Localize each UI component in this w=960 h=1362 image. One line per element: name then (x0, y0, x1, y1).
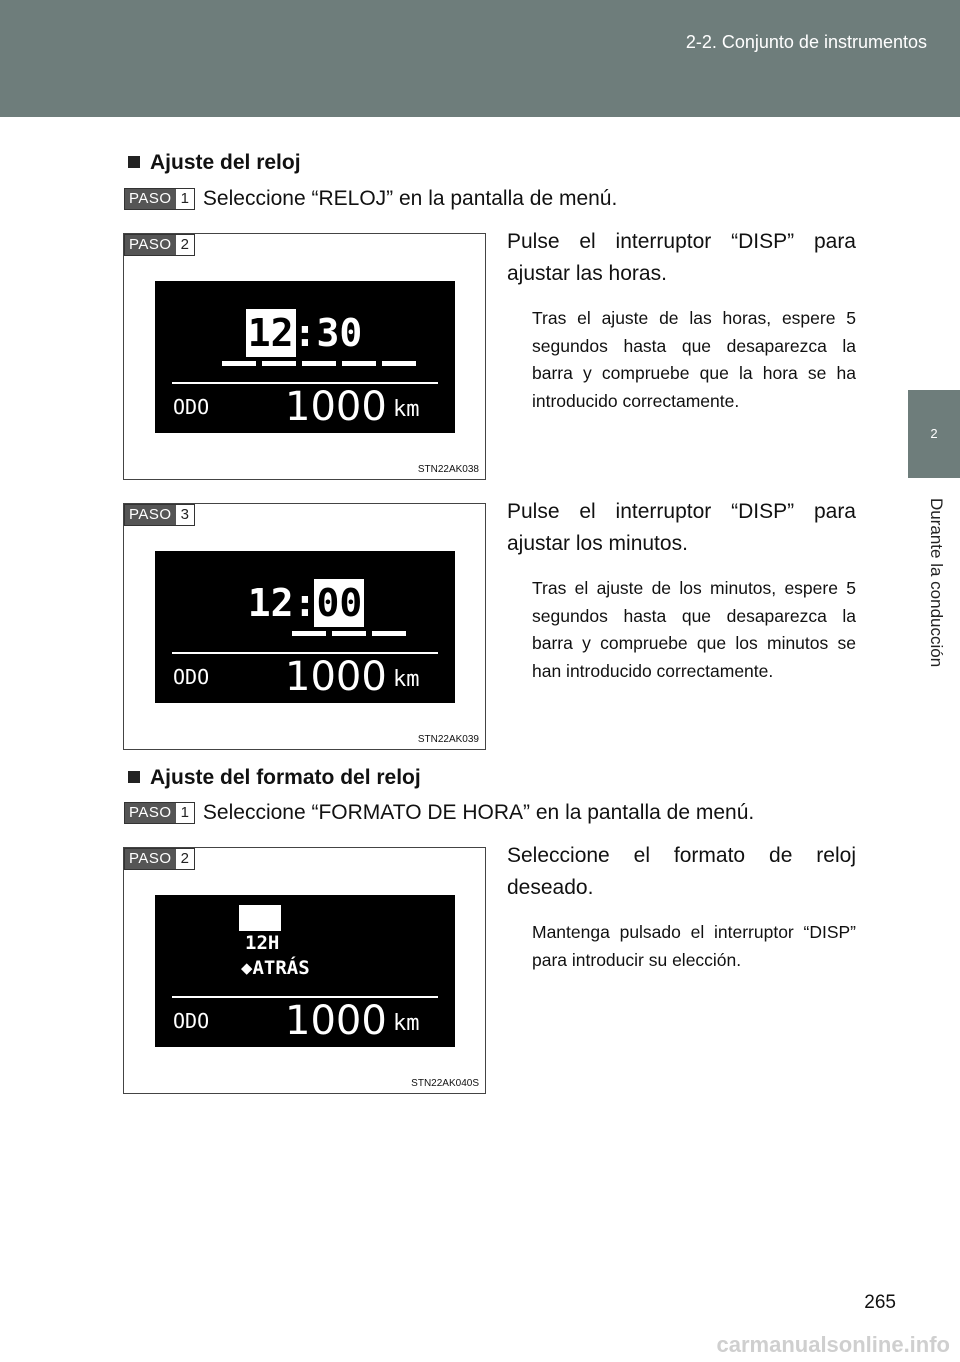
progress-dash (292, 631, 326, 636)
back-option: ◆ATRÁS (241, 957, 310, 979)
step-2-instruction: Pulse el interruptor “DISP” para ajustar las horas. (507, 230, 856, 285)
step-text: Seleccione “FORMATO DE HORA” en la pantalla de menú. (202, 801, 755, 824)
odo-unit: km (393, 667, 420, 692)
paso-badge: PASO 3 (124, 504, 195, 526)
odo-value: 1000 (285, 998, 387, 1044)
step-text: Seleccione “RELOJ” en la pantalla de menú. (202, 187, 618, 210)
minutes-digits: 30 (316, 311, 363, 355)
figure-code: STN22AK040S (411, 1078, 479, 1089)
section-title-clock-format: Ajuste del formato del reloj (128, 766, 421, 790)
page-header (0, 0, 960, 117)
chapter-tab-number: 2 (930, 426, 938, 441)
paso-badge: PASO 1 (124, 188, 195, 210)
hours-digits: 12 (247, 311, 294, 355)
figure-hours (123, 233, 486, 480)
page-number: 265 (864, 1292, 896, 1313)
odo-label: ODO (173, 665, 210, 689)
clock-readout: 12:30 (247, 311, 363, 355)
format-step-2-note: Mantenga pulsado el interruptor “DISP” para introducir su elección. (532, 922, 856, 970)
clock-readout: 12:00 (247, 581, 363, 625)
section-title-clock: Ajuste del reloj (128, 151, 301, 175)
chapter-title: 2-2. Conjunto de instrumentos (685, 32, 927, 52)
odo-label: ODO (173, 1009, 210, 1033)
progress-dash (382, 361, 416, 366)
chapter-side-label: Durante la conducción (927, 498, 946, 668)
figure-format (123, 847, 486, 1094)
square-bullet-icon (128, 156, 140, 168)
hours-digits: 12 (247, 581, 294, 625)
odo-value: 1000 (285, 654, 387, 700)
paso-badge: PASO 1 (124, 802, 195, 824)
square-bullet-icon (128, 771, 140, 783)
progress-dash (262, 361, 296, 366)
format-option-12h: 12H (245, 932, 280, 954)
lcd-display (155, 281, 455, 433)
odo-value: 1000 (285, 384, 387, 430)
progress-dash (222, 361, 256, 366)
odo-unit: km (393, 1011, 420, 1036)
watermark: carmanualsonline.info (716, 1332, 950, 1357)
chapter-tab (908, 390, 960, 478)
figure-code: STN22AK039 (417, 734, 479, 745)
paso-badge: PASO 2 (124, 234, 195, 256)
step-1-line (124, 187, 617, 211)
minutes-digits: 00 (316, 581, 363, 625)
format-step-2-instruction: Seleccione el formato de reloj deseado. (507, 844, 856, 899)
progress-dash (342, 361, 376, 366)
step-3-note: Tras el ajuste de los minutos, espere 5 segundos hasta que desaparezca la barra y compruebe que los minutos se han introducido correctamente. (532, 578, 856, 681)
progress-dash (332, 631, 366, 636)
paso-badge: PASO 2 (124, 848, 195, 870)
odo-label: ODO (173, 395, 210, 419)
format-step-1-line (124, 801, 754, 825)
step-3-instruction: Pulse el interruptor “DISP” para ajustar los minutos. (507, 500, 856, 555)
lcd-display (155, 551, 455, 703)
step-2-note: Tras el ajuste de las horas, espere 5 segundos hasta que desaparezca la barra y compruebe que la hora se ha introducido correctamente. (532, 308, 856, 411)
figure-code: STN22AK038 (417, 464, 479, 475)
progress-dash (302, 361, 336, 366)
odo-unit: km (393, 397, 420, 422)
figure-minutes (123, 503, 486, 750)
format-option-24h: 24H (243, 907, 278, 929)
lcd-display (155, 895, 455, 1047)
progress-dash (372, 631, 406, 636)
